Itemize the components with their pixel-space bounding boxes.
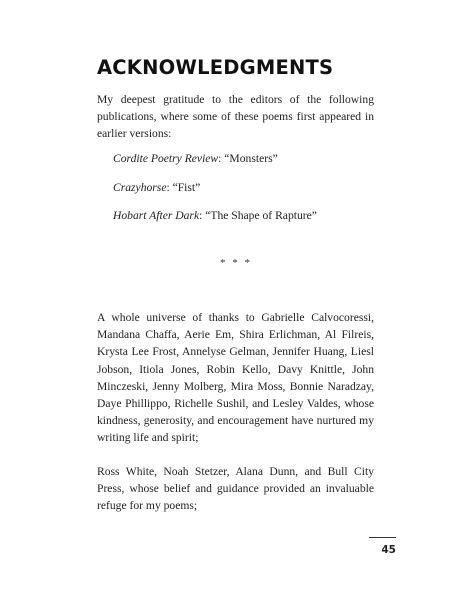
- page-number: 45: [381, 544, 396, 556]
- section-separator: * * *: [220, 257, 252, 269]
- page-number-rule: [369, 537, 396, 538]
- body-paragraph: Ross White, Noah Stetzer, Alana Dunn, and Bull City Press, whose belief and guidance provided an invaluable refuge for my poems;: [97, 465, 374, 513]
- intro-paragraph: My deepest gratitude to the editors of the following publications, where some of these poems first appeared in earlier versions:: [97, 93, 374, 141]
- poem-title: : “Fist”: [166, 181, 201, 194]
- poem-title: : “Monsters”: [218, 152, 278, 165]
- journal-name: Crazyhorse: [113, 181, 167, 194]
- poem-title: : “The Shape of Rapture”: [199, 209, 317, 222]
- journal-name: Cordite Poetry Review: [113, 152, 219, 165]
- publication-credit: [113, 179, 200, 196]
- publication-credit: [113, 207, 317, 224]
- publication-credit: [113, 150, 278, 167]
- body-paragraph: A whole universe of thanks to Gabrielle Calvocoressi, Mandana Chaffa, Aerie Em, Shira Erlichman, Al Filreis, Krysta Lee Frost, Annelyse Gelman, Jennifer Huang, Liesl Jobson, Itiola Jones, Robin Kello, Davy Knittle, John Minczeski, Jenny Molberg, Mira Moss, Bonnie Naradzay, Daye Phillippo, Richelle Sushil, and Lesley Valdes, whose kindness, generosity, and encouragement have nurtured my writing life and spirit;: [97, 311, 374, 445]
- page-title: ACKNOWLEDGMENTS: [97, 56, 334, 79]
- journal-name: Hobart After Dark: [113, 209, 200, 222]
